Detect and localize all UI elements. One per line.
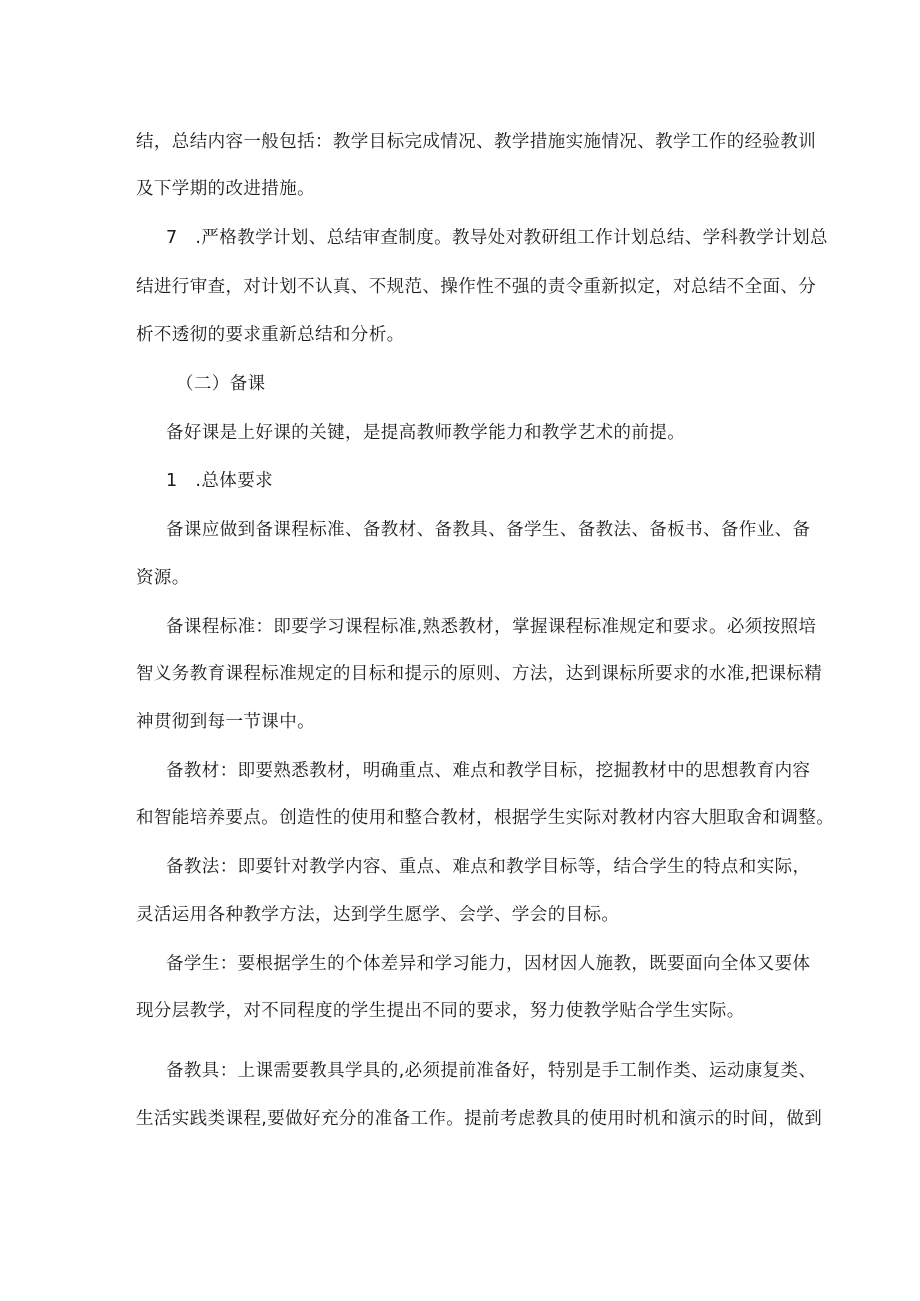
text-line: 和智能培养要点。创造性的使用和整合教材，根据学生实际对教材内容大胆取舍和调整。 xyxy=(136,808,835,828)
text-line: 现分层教学，对不同程度的学生提出不同的要求，努力使教学贴合学生实际。 xyxy=(136,1001,745,1021)
text-line: 备教材：即要熟悉教材，明确重点、难点和教学目标，挖掘教材中的思想教育内容 xyxy=(166,761,811,781)
text-line: 资源。 xyxy=(136,568,190,588)
text-line: 备教具：上课需要教具学具的,必须提前准备好，特别是手工制作类、运动康复类、 xyxy=(166,1061,817,1081)
text-line: 备学生：要根据学生的个体差异和学习能力，因材因人施教，既要面向全体又要体 xyxy=(166,954,811,974)
text-line: 及下学期的改进措施。 xyxy=(136,179,315,199)
text-line: 备好课是上好课的关键，是提高教师教学能力和教学艺术的前提。 xyxy=(166,423,686,443)
item-heading: 7 .严格教学计划、总结审查制度。教导处对教研组工作计划总结、学科教学计划总 xyxy=(166,228,828,248)
text-line: 智义务教育课程标准规定的目标和提示的原则、方法，达到课标所要求的水准,把课标精 xyxy=(136,664,823,684)
text-line: 备课应做到备课程标准、备教材、备教具、备学生、备教法、备板书、备作业、备 xyxy=(166,520,811,540)
text-line: 生活实践类课程,要做好充分的准备工作。提前考虑教具的使用时机和演示的时间，做到 xyxy=(136,1109,823,1129)
text-line: 析不透彻的要求重新总结和分析。 xyxy=(136,325,405,345)
text-line: 备课程标准：即要学习课程标准,熟悉教材，掌握课程标准规定和要求。必须按照培 xyxy=(166,617,817,637)
text-line: 备教法：即要针对教学内容、重点、难点和教学目标等，结合学生的特点和实际， xyxy=(166,857,811,877)
text-line: 神贯彻到每一节课中。 xyxy=(136,712,315,732)
text-line: 结进行审查，对计划不认真、不规范、操作性不强的责令重新拟定，对总结不全面、分 xyxy=(136,277,817,297)
item-heading: 1 .总体要求 xyxy=(166,471,273,491)
text-line: 结，总结内容一般包括：教学目标完成情况、教学措施实施情况、教学工作的经验教训 xyxy=(136,132,817,152)
section-heading: （二）备课 xyxy=(176,374,266,394)
text-line: 灵活运用各种教学方法，达到学生愿学、会学、学会的目标。 xyxy=(136,905,620,925)
